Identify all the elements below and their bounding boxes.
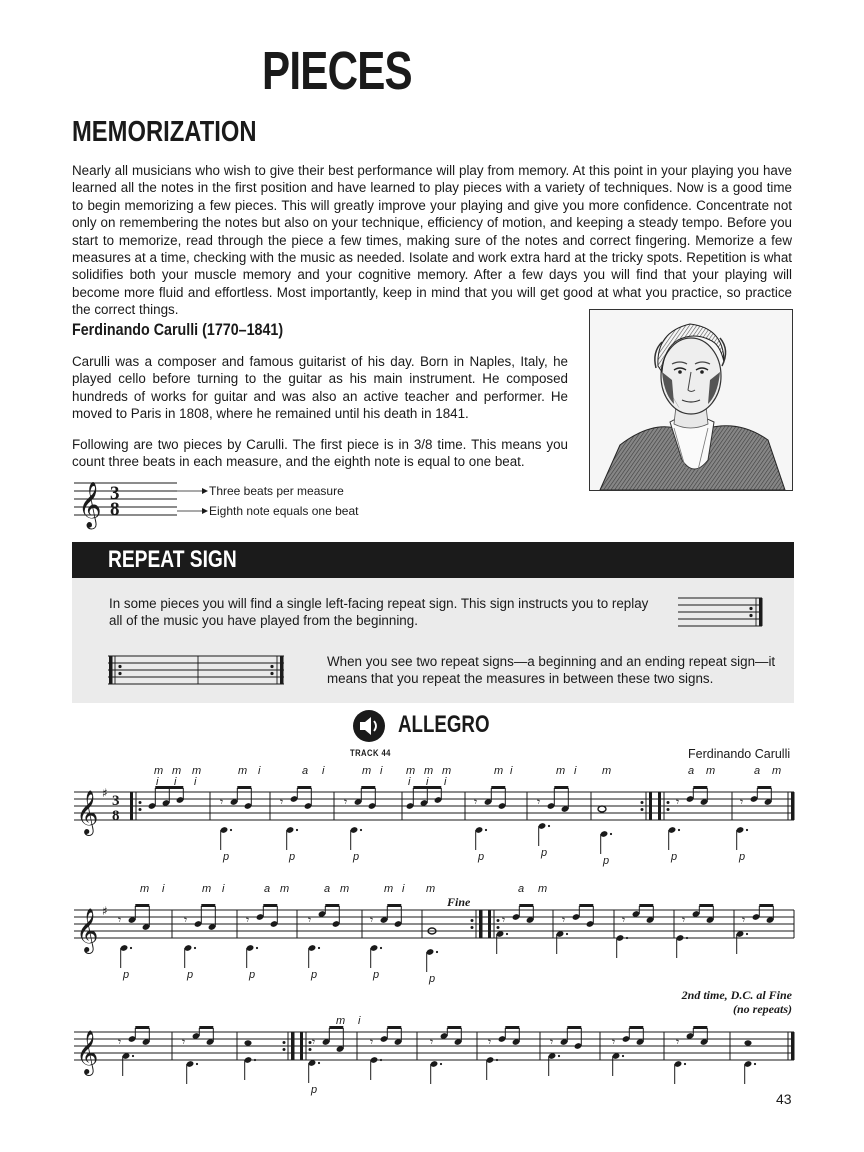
fingering-label: i <box>156 776 159 788</box>
dot <box>380 947 382 949</box>
eighth-rest-icon: 𝄾 <box>246 913 250 927</box>
fingering-label: a <box>754 765 761 777</box>
end-repeat-sign-icon <box>678 596 768 630</box>
repeat-dot <box>283 1041 286 1044</box>
note-beam <box>579 904 593 907</box>
eighth-rest-icon: 𝄾 <box>370 913 374 927</box>
music-staff-row-2 <box>72 880 812 985</box>
fingering-label: m <box>154 765 164 777</box>
key-signature-sharp: ♯ <box>102 786 108 800</box>
repeat-dot <box>667 808 670 811</box>
fingering-label: m <box>172 765 182 777</box>
fingering-label: i <box>162 883 165 895</box>
dotted-quarter-note <box>598 806 606 812</box>
composer-name: Ferdinando Carulli <box>688 747 791 761</box>
eighth-rest-icon: 𝄾 <box>280 795 284 809</box>
eighth-rest-icon: 𝄾 <box>370 1035 374 1049</box>
finger-p: p <box>289 851 296 863</box>
repeat-dot <box>283 1048 286 1051</box>
repeat-dot <box>139 801 142 804</box>
final-thick-bar <box>791 792 795 820</box>
dot <box>130 947 132 949</box>
repeat-dot <box>497 919 500 922</box>
note-beam <box>201 904 215 907</box>
dotted-quarter-note <box>744 1040 751 1045</box>
finger-p: p <box>187 969 194 981</box>
finger-p: p <box>249 969 256 981</box>
fingering-label: i <box>258 765 261 777</box>
note-beam <box>135 1026 149 1029</box>
note-beam <box>519 904 533 907</box>
dotted-quarter-note <box>244 1040 251 1045</box>
dot <box>610 833 612 835</box>
repeat-dot <box>139 808 142 811</box>
repeat-dot <box>471 926 474 929</box>
fingering-label: i <box>222 883 225 895</box>
fingering-label: i <box>402 883 405 895</box>
fingering-label: m <box>192 765 202 777</box>
eighth-rest-icon: 𝄾 <box>220 795 224 809</box>
fingering-label: i <box>322 765 325 777</box>
dot <box>548 825 550 827</box>
final-thick-bar <box>791 1032 795 1060</box>
fingering-label: i <box>174 776 177 788</box>
fingering-label: i <box>194 776 197 788</box>
fingering-label: m <box>202 883 212 895</box>
eighth-rest-icon: 𝄾 <box>182 1035 186 1049</box>
eighth-rest-icon: 𝄾 <box>184 913 188 927</box>
eighth-rest-icon: 𝄾 <box>622 913 626 927</box>
dot <box>622 1055 624 1057</box>
bio-paragraph-1: Carulli was a composer and famous guitarist of his day. Born in Naples, Italy, he played cello before turning to the guitar as his main instrument. He composed hundreds of works for guitar and was also an active teacher and performer. He moved to Paris in 1808, where he remained until his death in 1841. <box>72 354 568 422</box>
eighth-rest-icon: 𝄾 <box>612 1035 616 1049</box>
repeat-dot <box>641 808 644 811</box>
finger-p: p <box>671 851 678 863</box>
time-sig-bottom: 8 <box>112 808 120 824</box>
fingering-label: m <box>494 765 504 777</box>
dot <box>686 937 688 939</box>
page-title: PIECES <box>262 41 412 101</box>
note-beam <box>387 1026 401 1029</box>
fingering-label: i <box>380 765 383 777</box>
piece-title: ALLEGRO <box>398 711 490 738</box>
eighth-rest-icon: 𝄾 <box>682 913 686 927</box>
note-beam <box>297 786 311 789</box>
fingering-label: m <box>280 883 290 895</box>
dot <box>230 829 232 831</box>
eighth-rest-icon: 𝄾 <box>742 913 746 927</box>
fingering-label: i <box>510 765 513 777</box>
eighth-rest-icon: 𝄾 <box>676 1035 680 1049</box>
note-beam <box>387 904 401 907</box>
eighth-rest-icon: 𝄾 <box>740 795 744 809</box>
dot <box>746 933 748 935</box>
finger-p: p <box>478 851 485 863</box>
eighth-rest-icon: 𝄾 <box>502 913 506 927</box>
dot <box>256 947 258 949</box>
fingering-label: m <box>706 765 716 777</box>
begin-repeat-thick-bar <box>658 792 661 820</box>
finger-p: p <box>373 969 380 981</box>
dot <box>566 933 568 935</box>
end-repeat-thick-bar <box>291 1032 294 1060</box>
time-sig-label-bottom: Eighth note equals one beat <box>209 504 359 518</box>
dot <box>254 1059 256 1061</box>
dot <box>626 937 628 939</box>
eighth-rest-icon: 𝄾 <box>562 913 566 927</box>
fingering-label: m <box>556 765 566 777</box>
dot <box>196 1063 198 1065</box>
note-beam <box>567 1026 581 1029</box>
fingering-label: m <box>442 765 452 777</box>
fingering-label: m <box>602 765 612 777</box>
finger-p: p <box>603 855 610 867</box>
page-number: 43 <box>776 1091 792 1107</box>
repeat-sign-box <box>72 578 794 703</box>
time-sig-bottom: 8 <box>110 499 120 520</box>
dc-line-1: 2nd time, D.C. al Fine <box>681 988 792 1002</box>
eighth-rest-icon: 𝄾 <box>312 1035 316 1049</box>
fingering-label: m <box>406 765 416 777</box>
note-beam <box>639 904 653 907</box>
finger-p: p <box>123 969 130 981</box>
fingering-label: m <box>336 1015 346 1027</box>
fingering-label: m <box>340 883 350 895</box>
eighth-rest-icon: 𝄾 <box>344 795 348 809</box>
repeat-dot <box>641 801 644 804</box>
note-beam <box>199 1026 213 1029</box>
repeat-dot <box>471 919 474 922</box>
music-staff-row-3 <box>72 1010 812 1096</box>
fingering-label: m <box>424 765 434 777</box>
eighth-rest-icon: 𝄾 <box>550 1035 554 1049</box>
carulli-portrait-image <box>589 309 793 491</box>
bio-paragraph-2: Following are two pieces by Carulli. The first piece is in 3/8 time. This means you count three beats in each measure, and the eighth note is equal to one beat. <box>72 437 568 470</box>
begin-repeat-thick-bar <box>488 910 491 938</box>
begin-end-repeat-sign-icon <box>108 654 288 688</box>
note-beam <box>237 786 251 789</box>
finger-p: p <box>429 973 436 985</box>
finger-p: p <box>311 1084 318 1096</box>
dot <box>754 1063 756 1065</box>
eighth-rest-icon: 𝄾 <box>118 1035 122 1049</box>
dot <box>360 829 362 831</box>
fingering-label: i <box>358 1015 361 1027</box>
fingering-label: a <box>518 883 525 895</box>
note-beam <box>554 786 568 789</box>
repeat-text-2: When you see two repeat signs—a beginning and an ending repeat sign—it means that you repeat the measures in between these two signs. <box>327 654 776 687</box>
treble-clef-icon: 𝄞 <box>78 482 102 528</box>
fingering-label: i <box>444 776 447 788</box>
dot <box>318 1062 320 1064</box>
note-beam <box>757 786 771 789</box>
dot <box>318 947 320 949</box>
dot <box>558 1055 560 1057</box>
treble-clef-icon: 𝄞 <box>76 1030 99 1074</box>
note-beam <box>155 786 183 789</box>
bio-heading: Ferdinando Carulli (1770–1841) <box>72 320 284 339</box>
fingering-label: m <box>772 765 782 777</box>
note-beam <box>629 1026 643 1029</box>
fine-marking: Fine <box>447 895 471 909</box>
finger-p: p <box>353 851 360 863</box>
eighth-rest-icon: 𝄾 <box>474 795 478 809</box>
repeat-sign-banner <box>72 542 794 578</box>
note-beam <box>325 904 339 907</box>
note-beam <box>693 786 707 789</box>
note-beam <box>361 786 375 789</box>
dot <box>746 829 748 831</box>
eighth-rest-icon: 𝄾 <box>308 913 312 927</box>
treble-clef-icon: 𝄞 <box>76 790 99 834</box>
fingering-label: m <box>426 883 436 895</box>
eighth-rest-icon: 𝄾 <box>118 913 122 927</box>
fingering-label: m <box>238 765 248 777</box>
end-repeat-thick-bar <box>649 792 652 820</box>
dot <box>132 1055 134 1057</box>
time-sig-top: 3 <box>110 483 120 504</box>
finger-p: p <box>541 847 548 859</box>
eighth-rest-icon: 𝄾 <box>676 795 680 809</box>
repeat-text-1: In some pieces you will find a single left-facing repeat sign. This sign instructs you to replay all of the music you have played from the beginning. <box>109 596 649 629</box>
fingering-label: m <box>140 883 150 895</box>
speaker-audio-icon[interactable] <box>352 709 386 743</box>
fingering-label: a <box>688 765 695 777</box>
time-signature-example <box>72 478 372 530</box>
fingering-label: i <box>408 776 411 788</box>
time-sig-top: 3 <box>112 793 120 809</box>
dot <box>496 1059 498 1061</box>
finger-p: p <box>739 851 746 863</box>
note-beam <box>491 786 505 789</box>
fingering-label: m <box>362 765 372 777</box>
repeat-sign-title: REPEAT SIGN <box>108 546 237 573</box>
eighth-rest-icon: 𝄾 <box>488 1035 492 1049</box>
note-beam <box>699 904 713 907</box>
fingering-label: a <box>324 883 331 895</box>
fingering-label: a <box>302 765 309 777</box>
dot <box>684 1063 686 1065</box>
time-sig-label-top: Three beats per measure <box>209 484 344 498</box>
finger-p: p <box>311 969 318 981</box>
dc-line-2: (no repeats) <box>733 1002 792 1016</box>
repeat-dot <box>667 801 670 804</box>
note-beam <box>693 1026 707 1029</box>
dot <box>506 933 508 935</box>
dot <box>436 951 438 953</box>
note-beam <box>505 1026 519 1029</box>
end-repeat-thick-bar <box>479 910 482 938</box>
note-beam <box>759 904 773 907</box>
eighth-rest-icon: 𝄾 <box>430 1035 434 1049</box>
begin-repeat-thick-bar <box>300 1032 303 1060</box>
note-beam <box>447 1026 461 1029</box>
note-beam <box>135 904 149 907</box>
fingering-label: a <box>264 883 271 895</box>
eighth-rest-icon: 𝄾 <box>537 795 541 809</box>
finger-p: p <box>223 851 230 863</box>
dot <box>380 1059 382 1061</box>
repeat-dot <box>497 926 500 929</box>
begin-repeat-thick-bar <box>130 792 133 820</box>
dot <box>678 829 680 831</box>
fingering-label: m <box>538 883 548 895</box>
dot <box>440 1063 442 1065</box>
fingering-label: i <box>426 776 429 788</box>
fingering-label: i <box>574 765 577 777</box>
dot <box>296 829 298 831</box>
treble-clef-icon: 𝄞 <box>76 908 99 952</box>
intro-paragraph: Nearly all musicians who wish to give their best performance will play from memory. At this point in your playing you have learned all the notes in the first position and have learned to play pieces with a variety of techniques. Now is a good time to begin memorizing a few pieces. This will greatly improve your playing and give you more confidence. Concentrate not only on remembering the notes but also on your technique, efficiency of motion, and keeping a steady tempo. Before you start to memorize, read through the piece a few times, making sure of the notes and correct fingering. Memorize a few measures at a time, checking with the music as needed. Isolate and work extra hard at the tricky spots. Repetition is what solidifies both your muscle memory and your cognitive memory. After a few days you will find that your playing will become more fluid and effortless. Most importantly, keep in mind that you will get good at what you practice, so practice the correct things. <box>72 163 792 318</box>
key-signature-sharp: ♯ <box>102 904 108 918</box>
music-staff-row-1 <box>72 762 812 867</box>
note-beam <box>263 904 277 907</box>
track-label: TRACK 44 <box>350 748 391 758</box>
dot <box>194 947 196 949</box>
fingering-label: m <box>384 883 394 895</box>
section-heading: MEMORIZATION <box>72 116 257 148</box>
dot <box>485 829 487 831</box>
